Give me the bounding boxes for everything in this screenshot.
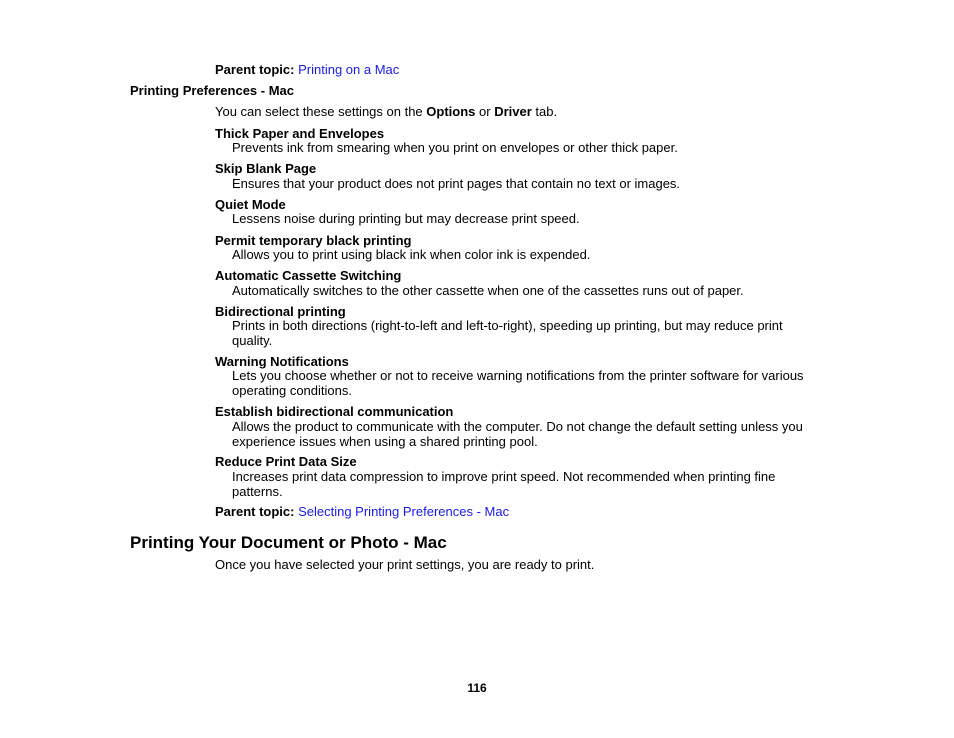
setting-term: Bidirectional printing bbox=[215, 304, 346, 319]
setting-description: Prevents ink from smearing when you print on envelopes or other thick paper. bbox=[232, 140, 678, 155]
setting-description: Prints in both directions (right-to-left and left-to-right), speeding up printing, but may reduce print quality. bbox=[232, 318, 783, 348]
parent-topic-label: Parent topic: bbox=[215, 504, 295, 519]
parent-topic-bottom bbox=[215, 504, 509, 519]
options-tab-name: Options bbox=[426, 104, 476, 119]
setting-description: Lets you choose whether or not to receive warning notifications from the printer software for various operating conditions. bbox=[232, 368, 804, 398]
setting-term: Quiet Mode bbox=[215, 197, 286, 212]
setting-term: Establish bidirectional communication bbox=[215, 404, 454, 419]
setting-term: Warning Notifications bbox=[215, 354, 349, 369]
setting-description: Allows you to print using black ink when color ink is expended. bbox=[232, 247, 591, 262]
driver-tab-name: Driver bbox=[494, 104, 532, 119]
setting-term: Reduce Print Data Size bbox=[215, 454, 357, 469]
setting-term: Thick Paper and Envelopes bbox=[215, 126, 385, 141]
setting-term: Permit temporary black printing bbox=[215, 233, 412, 248]
section-heading: Printing Your Document or Photo - Mac bbox=[130, 533, 447, 552]
setting-description: Ensures that your product does not print pages that contain no text or images. bbox=[232, 176, 681, 191]
setting-description: Automatically switches to the other cassette when one of the cassettes runs out of paper. bbox=[232, 283, 744, 298]
section-title: Printing Preferences - Mac bbox=[130, 83, 294, 98]
intro-paragraph bbox=[215, 104, 557, 119]
setting-description: Lessens noise during printing but may decrease print speed. bbox=[232, 211, 580, 226]
intro-text: tab. bbox=[531, 104, 558, 119]
page-number: 116 bbox=[467, 681, 487, 695]
intro-text: or bbox=[475, 104, 495, 119]
setting-term: Skip Blank Page bbox=[215, 161, 317, 176]
parent-topic-link[interactable]: Selecting Printing Preferences - Mac bbox=[298, 504, 510, 519]
setting-description: Increases print data compression to improve print speed. Not recommended when printing fine patterns. bbox=[232, 469, 776, 499]
intro-text: You can select these settings on the bbox=[215, 104, 427, 119]
setting-term: Automatic Cassette Switching bbox=[215, 268, 402, 283]
section-body: Once you have selected your print settings, you are ready to print. bbox=[215, 557, 595, 572]
parent-topic-top bbox=[215, 62, 399, 77]
setting-description: Allows the product to communicate with the computer. Do not change the default setting unless you experience issues when using a shared printing pool. bbox=[232, 419, 803, 449]
parent-topic-link[interactable]: Printing on a Mac bbox=[298, 62, 400, 77]
parent-topic-label: Parent topic: bbox=[215, 62, 295, 77]
